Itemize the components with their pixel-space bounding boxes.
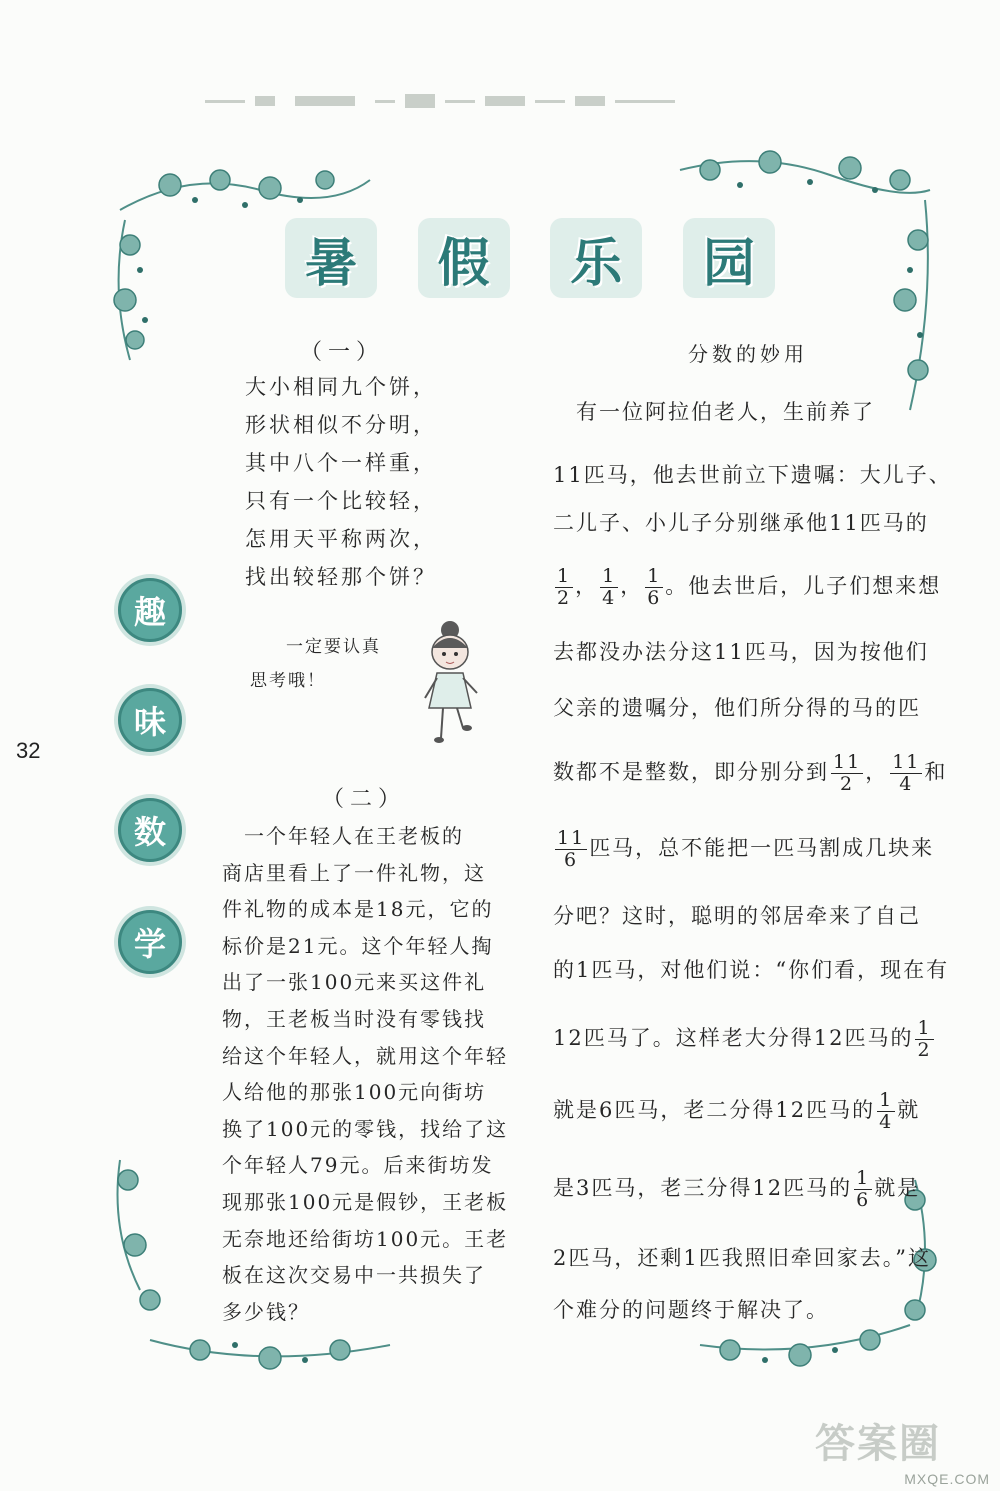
fraction: $\frac{1}{2}$ [557,565,572,609]
bubble-line: 一定要认真 [286,637,381,657]
watermark-text: MXQE.COM [904,1471,990,1487]
story-line: 一个年轻人在王老板的 [222,824,464,848]
girl-illustration [415,618,485,748]
fraction: $\frac{11}{6}$ [557,827,586,871]
section2-heading: （二） [322,787,407,812]
fraction: $\frac{11}{2}$ [833,751,862,795]
section1-heading: （一） [300,340,385,365]
article-line: $\frac{11}{6}$ 匹马，总不能把一匹马割成几块来 [557,827,935,871]
watermark [815,1412,990,1487]
title-char: 园 [683,218,775,298]
poem-line: 只有一个比较轻， [245,489,437,513]
side-badge: 数 [118,798,182,862]
article-line: 是3匹马，老三分得12匹马的 $\frac{1}{6}$ 就是 [553,1167,921,1211]
article-title: 分数的妙用 [688,342,808,366]
poem-line: 形状相似不分明， [245,413,437,437]
article-line: 二儿子、小儿子分别继承他11匹马的 [553,511,929,535]
bubble-line: 思考哦！ [250,671,326,691]
story-line: 标价是21元。这个年轻人掏 [222,933,494,958]
watermark-logo: 答案圈 [815,1421,941,1467]
title-char: 假 [418,218,510,298]
poem-line: 其中八个一样重， [245,451,437,475]
article-line: 数都不是整数，即分别分到 $\frac{11}{2}$ ， $\frac{11}{4}$ 和 [553,751,948,795]
article-line: 父亲的遗嘱分，他们所分得的马的匹 [553,696,921,720]
story-line: 板在这次交易中一共损失了 [222,1263,486,1288]
fraction: $\frac{1}{6}$ [647,565,662,609]
side-badge: 趣 [118,578,182,642]
article-line: 去都没办法分这11匹马，因为按他们 [553,640,929,664]
article-line: 2匹马，还剩1匹我照旧牵回家去。”这 [553,1246,931,1270]
poem [245,368,437,596]
story-line: 物，王老板当时没有零钱找 [222,1006,486,1031]
story-line: 无奈地还给街坊100元。王老 [222,1226,509,1251]
section2-story [222,818,509,1330]
story-line: 多少钱？ [222,1299,310,1324]
article-line: $\frac{1}{2}$ ， $\frac{1}{4}$ ， $\frac{1}{6}$ 。他去世后，儿子们想来想 [557,565,942,609]
article-line: 的1匹马，对他们说：“你们看，现在有 [553,958,950,982]
fraction: $\frac{1}{2}$ [917,1017,932,1061]
title-char: 暑 [285,218,377,298]
story-line: 换了100元的零钱，找给了这 [222,1116,509,1141]
title-char: 乐 [550,218,642,298]
fraction: $\frac{1}{4}$ [602,565,617,609]
article-line: 分吧？这时，聪明的邻居牵来了自己 [553,904,921,928]
fraction: $\frac{1}{6}$ [856,1167,871,1211]
poem-line: 怎用天平称两次， [245,527,437,551]
story-line: 现那张100元是假钞，王老板 [222,1189,509,1214]
page-title [285,218,775,300]
side-badge: 学 [118,910,182,974]
article-line: 个难分的问题终于解决了。 [553,1298,829,1322]
article-line: 11匹马，他去世前立下遗嘱：大儿子、 [553,463,952,487]
fraction: $\frac{11}{4}$ [892,751,921,795]
story-line: 出了一张100元来买这件礼 [222,970,487,995]
story-line: 件礼物的成本是18元，它的 [222,897,494,922]
article-line: 12匹马了。这样老大分得12匹马的 $\frac{1}{2}$ [553,1017,932,1061]
article-line: 就是6匹马，老二分得12匹马的 $\frac{1}{4}$ 就 [553,1089,921,1133]
story-line: 个年轻人79元。后来街坊发 [222,1153,494,1178]
side-badge: 味 [118,688,182,752]
story-line: 人给他的那张100元向街坊 [222,1080,487,1105]
fraction: $\frac{1}{4}$ [879,1089,894,1133]
poem-line: 找出较轻那个饼？ [245,565,437,589]
page-number: 32 [16,738,41,763]
speech-bubble [250,630,381,698]
story-line: 给这个年轻人，就用这个年轻 [222,1043,508,1068]
poem-line: 大小相同九个饼， [245,375,437,399]
story-line: 商店里看上了一件礼物，这 [222,860,486,885]
article-line: 有一位阿拉伯老人，生前养了 [553,400,875,424]
header-strip [205,92,675,110]
